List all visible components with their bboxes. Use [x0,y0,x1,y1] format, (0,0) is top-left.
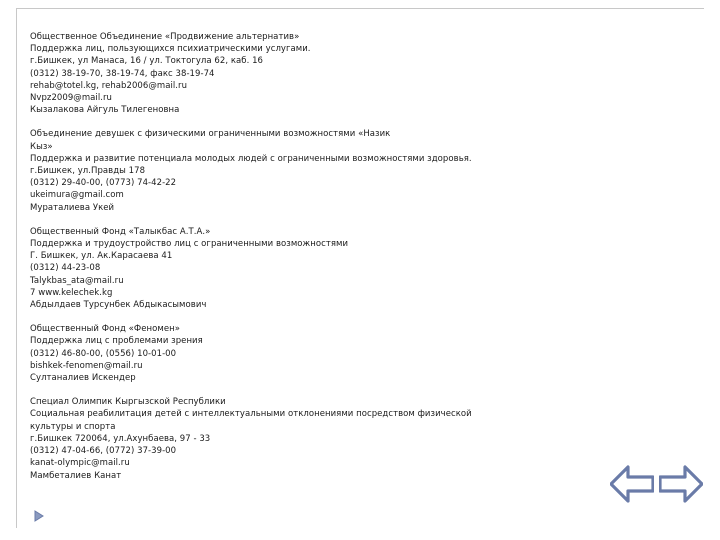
entry-line: Г. Бишкек, ул. Ак.Карасаева 41 [30,251,173,262]
top-border-line [16,8,704,9]
entry-line: (0312) 46-80-00, (0556) 10-01-00 [30,348,177,359]
organization-entry [30,128,610,213]
left-border-line [16,8,17,528]
entry-line: rehab@totel.kg, rehab2006@mail.ru [30,80,188,91]
entry-line: ukeimura@gmail.com [30,190,124,201]
back-button[interactable] [610,462,654,506]
entry-line: (0312) 29-40-00, (0773) 74-42-22 [30,178,177,189]
entry-line: г.Бишкек, ул Манаса, 16 / ул. Токтогула 62, каб. 16 [30,56,264,67]
entry-line: Nvpz2009@mail.ru [30,93,112,104]
entry-line: Кызалакова Айгуль Тилегеновна [30,105,180,116]
entry-line: Talykbas_ata@mail.ru [30,275,124,286]
entry-line: Мураталиева Укей [30,202,115,213]
entry-line: (0312) 47-04-66, (0772) 37-39-00 [30,446,177,457]
entry-line: Поддержка и трудоустройство лиц с ограниченными возможностями [30,239,349,250]
slide-navigation [610,462,704,506]
document-body [30,31,610,494]
entry-line: Общественный Фонд «Талыкбас А.Т.А.» [30,226,211,237]
entry-line: Общественное Объединение «Продвижение альтернатив» [30,32,300,42]
entry-line: (0312) 44-23-08 [30,263,101,274]
entry-line: bishkek-fenomen@mail.ru [30,360,143,371]
arrow-right-icon [659,462,703,506]
organization-entry [30,396,610,481]
entry-line: г.Бишкек 720064, ул.Ахунбаева, 97 - 33 [30,433,211,444]
entry-line: 7 www.kelechek.kg [30,287,113,298]
entry-line: kanat-olympic@mail.ru [30,458,130,469]
organization-entry [30,31,610,116]
entry-line: (0312) 38-19-70, 38-19-74, факс 38-19-74 [30,68,215,79]
entry-line: культуры и спорта [30,421,116,432]
organization-entry [30,226,610,311]
entry-line: Поддержка лиц, пользующихся психиатрическими услугами. [30,44,311,55]
organization-entry [30,323,610,384]
triangle-bullet-icon [34,507,44,519]
entry-line: Социальная реабилитация детей с интеллектуальными отклонениями посредством физической [30,409,472,420]
entry-line: Поддержка лиц с проблемами зрения [30,336,203,347]
arrow-left-icon [610,462,654,506]
entry-line: г.Бишкек, ул.Правды 178 [30,166,146,177]
entry-line: Общественный Фонд «Феномен» [30,324,180,335]
entry-line: Объединение девушек с физическими ограниченными возможностями «Назик [30,129,391,140]
entry-line: Султаналиев Искендер [30,373,136,384]
entry-line: Мамбеталиев Канат [30,470,122,481]
forward-button[interactable] [659,462,703,506]
entry-line: Поддержка и развитие потенциала молодых людей с ограниченными возможностями здоровья. [30,153,472,164]
entry-line: Абдылдаев Турсунбек Абдыкасымович [30,300,207,311]
entry-line: Специал Олимпик Кыргызской Республики [30,397,226,408]
entry-line: Кыз» [30,141,53,152]
